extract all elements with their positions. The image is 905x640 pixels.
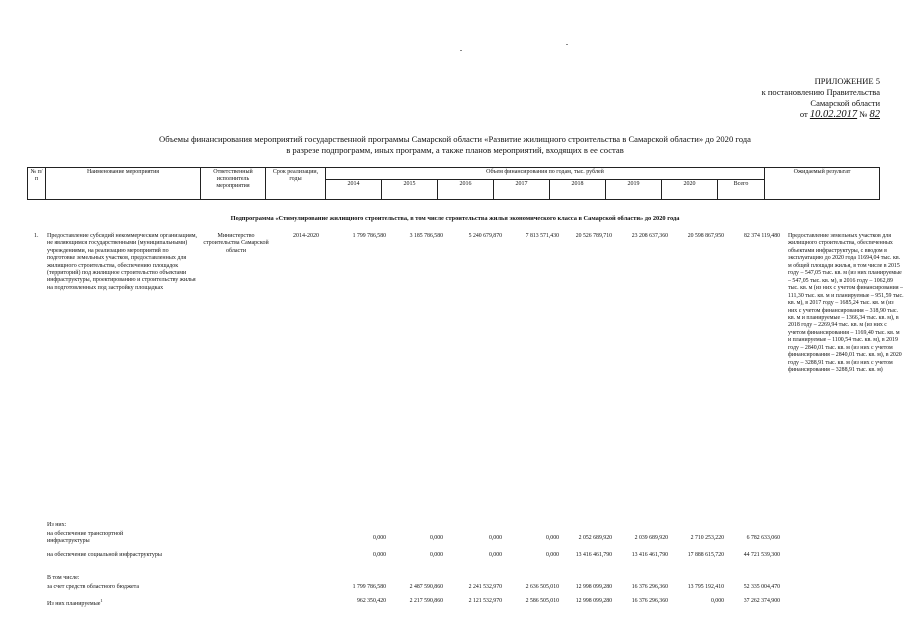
col-name: Наименование мероприятия [46,168,201,200]
social-2017: 0,000 [545,552,559,558]
appendix-date-line: от 10.02.2017 № 82 [799,109,880,120]
label-planned: Из них планируемые$^1$ [47,598,103,607]
row1-2018: 20 526 789,710 [575,233,612,239]
label-transport: на обеспечение транспортной инфраструктуры [47,531,124,545]
budget-2016: 2 241 532,970 [468,584,502,590]
handwritten-number: 82 [869,109,880,120]
transport-2019: 2 039 689,920 [634,535,668,541]
appendix-ref: к постановлению Правительства [761,87,880,97]
col-volume: Объем финансирования по годам, тыс. рублей [326,168,765,180]
planned-total: 37 262 374,900 [743,598,780,604]
social-2014: 0,000 [372,552,386,558]
transport-total: 6 782 633,060 [746,535,780,541]
transport-2014: 0,000 [372,535,386,541]
row1-2019: 23 208 637,360 [631,233,668,239]
budget-2020: 13 795 192,410 [687,584,724,590]
year-2017: 2017 [494,180,550,200]
col-resp: Ответственный исполнитель мероприятия [201,168,266,200]
transport-2017: 0,000 [545,535,559,541]
planned-2015: 2 217 590,860 [409,598,443,604]
document-title: Объемы финансирования мероприятий государственной программы Самарской области «Развитие жилищного строительства в Самарской области» до 2020 года в разрезе подпрограмм, иных программ, а также планов мероприятий, входящих в ее состав [159,134,751,155]
planned-2020: 0,000 [710,598,724,604]
col-result: Ожидаемый результат [765,168,880,200]
budget-2014: 1 799 786,580 [352,584,386,590]
col-period: Срок реализации, годы [266,168,326,200]
subprogram-heading: Подпрограмма «Стимулирование жилищного строительства, в том числе строительства жилья экономического класса в Самарской области» до 2020 года [230,215,680,222]
appendix-number: ПРИЛОЖЕНИЕ 5 [814,76,880,86]
handwritten-date: 10.02.2017 [809,109,858,120]
year-total: Всего [718,180,765,200]
planned-2018: 12 998 099,280 [575,598,612,604]
row1-2020: 20 598 867,950 [687,233,724,239]
year-2019: 2019 [606,180,662,200]
row-number: 1. [34,233,39,239]
label-social: на обеспечение социальной инфраструктуры [47,552,162,558]
social-2016: 0,000 [488,552,502,558]
label-iz-nih: Из них: [47,522,67,528]
row1-2016: 5 240 679,870 [468,233,502,239]
transport-2015: 0,000 [429,535,443,541]
row-responsible: Министерство строительства Самарской области [203,233,269,254]
row1-2017: 7 813 571,430 [525,233,559,239]
budget-2017: 2 636 505,010 [525,584,559,590]
label-budget: за счет средств областного бюджета [47,584,140,590]
row-activity-name: Предоставление субсидий некоммерческим организациям, не являющимся государственными (муниципальными) учреждениями, на реализацию мероприятий по подготовке земельных участков, предоставленных для жилищного строительства, обеспечению площадок (территорий) под жилищное строительство объектами инфраструктуры, проектированию и строительству жилья на подготовленных под застройку площадках [47,233,197,291]
appendix-header [700,76,880,120]
year-2018: 2018 [550,180,606,200]
scan-speck [460,50,462,51]
transport-2018: 2 052 689,920 [578,535,612,541]
label-v-tom-chisle: В том числе: [47,575,80,581]
appendix-region: Самарской области [810,98,880,108]
transport-2016: 0,000 [488,535,502,541]
row1-2015: 3 185 786,580 [409,233,443,239]
row-period: 2014-2020 [293,233,319,239]
row1-2014: 1 799 786,580 [352,233,386,239]
social-2015: 0,000 [429,552,443,558]
year-2016: 2016 [438,180,494,200]
scan-speck [566,44,568,45]
planned-2016: 2 121 532,970 [468,598,502,604]
social-total: 44 721 539,300 [743,552,780,558]
social-2018: 13 416 461,790 [575,552,612,558]
financing-table-header [27,167,880,200]
social-2020: 17 888 615,720 [687,552,724,558]
year-2020: 2020 [662,180,718,200]
col-num: № п/п [28,168,46,200]
budget-2019: 16 376 296,360 [631,584,668,590]
budget-total: 52 335 004,470 [743,584,780,590]
planned-2017: 2 586 505,010 [525,598,559,604]
expected-result: Предоставление земельных участков для жилищного строительства, обеспеченных объектами инфраструктуры, с вводом в эксплуатацию до 2020 года 11694,04 тыс. кв. м общей площади жилья, в том числе в 2015 году – 547,05 тыс. кв. м (из них планируемые – 547,05 тыс. кв. м), в 2016 году – 1062,89 тыс. кв. м (из них с учетом финансирования – 111,30 тыс. кв. м и планируемые – 951,59 тыс. кв. м), в 2017 году – 1685,24 тыс. кв. м (из них с учетом финансирования – 318,90 тыс. кв. м и планируемые – 1366,34 тыс. кв. м), в 2018 году – 2269,94 тыс. кв. м (из них с учетом финансирования – 1169,40 тыс. кв. м и планируемые – 1100,54 тыс. кв. м), в 2019 году – 2840,01 тыс. кв. м (из них с учетом финансирования – 2840,01 тыс. кв. м), в 2020 году – 3288,91 тыс. кв. м (из них с учетом финансирования – 3288,91 тыс. кв. м) [788,233,904,374]
social-2019: 13 416 461,790 [631,552,668,558]
year-2015: 2015 [382,180,438,200]
transport-2020: 2 710 253,220 [690,535,724,541]
budget-2018: 12 998 099,280 [575,584,612,590]
row1-total: 82 374 119,480 [743,233,780,239]
budget-2015: 2 487 590,860 [409,584,443,590]
planned-2019: 16 376 296,360 [631,598,668,604]
year-2014: 2014 [326,180,382,200]
planned-2014: 962 350,420 [357,598,386,604]
